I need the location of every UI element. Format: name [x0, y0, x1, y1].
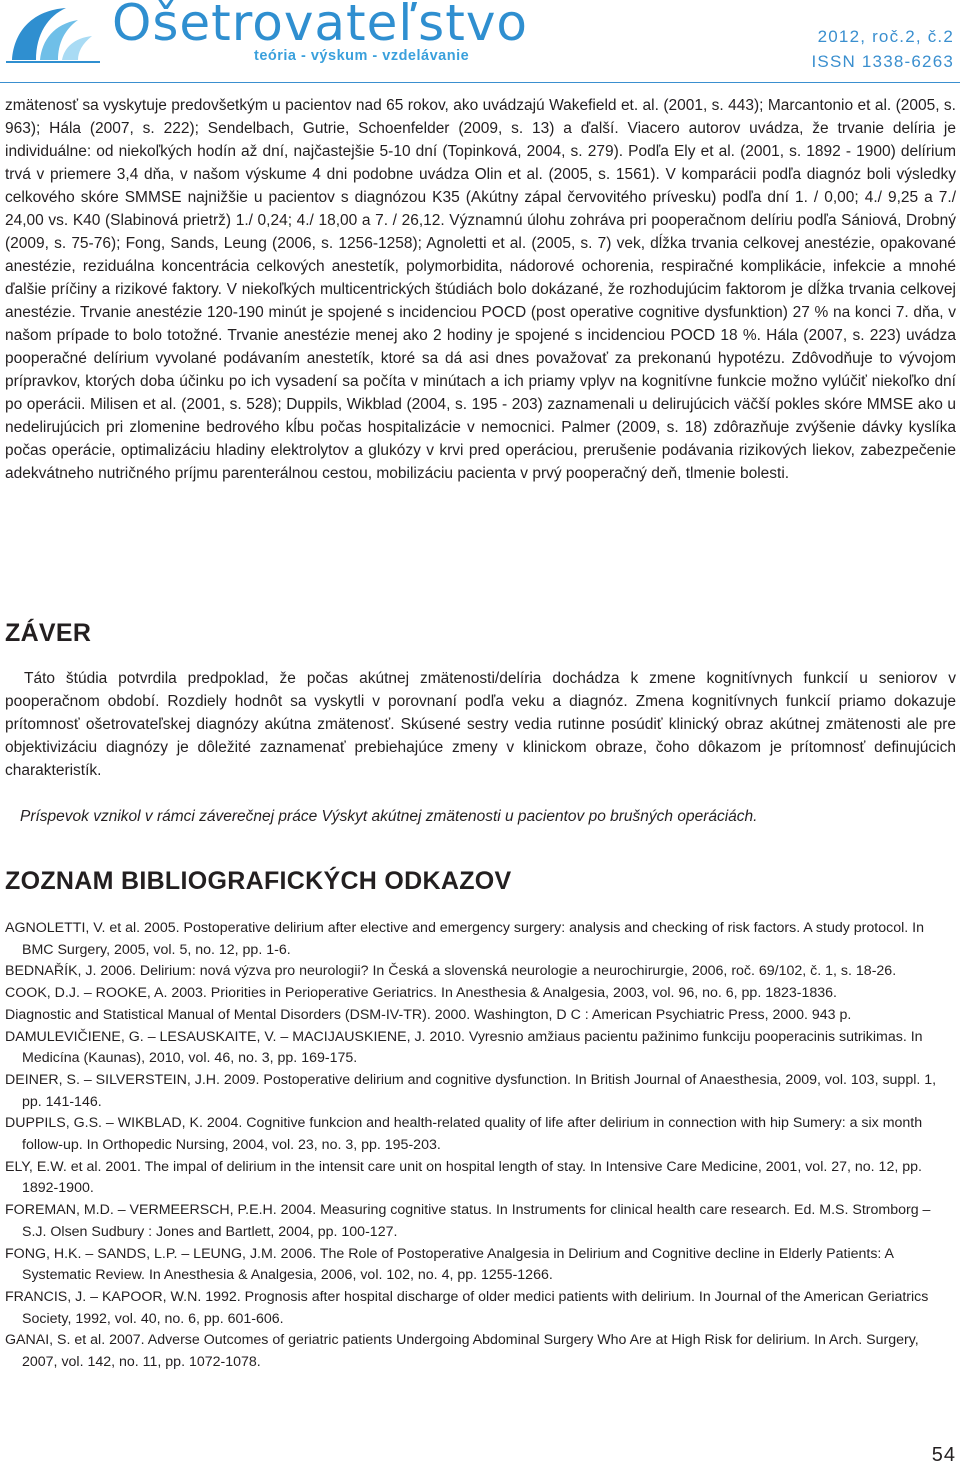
reference-item: Diagnostic and Statistical Manual of Mental Disorders (DSM-IV-TR). 2000. Washington, D C : American Psychiatric Press, 2000. 943 p. [5, 1006, 852, 1023]
reference-list [5, 918, 956, 1374]
journal-logo-icon [4, 2, 108, 68]
issue-info [812, 24, 955, 74]
journal-tagline: teória - výskum - vzdelávanie [254, 48, 470, 64]
body-paragraph: zmätenosť sa vyskytuje predovšetkým u pacientov nad 65 rokov, ako uvádzajú Wakefield et. al. (2001, s. 443); Marcantonio et al. (2005, s. 963); Hála (2007, s. 222); Sendelbach, Gutrie, Schoenfelder (2009, s. 13) a ďalší. Viacero autorov uvádza, že trvanie delíria je individuálne: od niekoľkých hodín až dní, najčastejšie 5-10 dní (Topinková, 2004, s. 279). Podľa Ely et al. (2001, s. 1892 - 1900) delírium trvá v priemere 3,4 dňa, v našom výskume 4 dni podobne uvádza Olin et al. (2005, s. 1561). V komparácii podľa diagnóz boli výsledky celkového skóre SMMSE najnižšie u pacientov s diagnózou K35 (Akútny zápal červovitého prívesku) podľa dní 1. / 0,00; 4./ 9,25 a 7./ 24,00 vs. K40 (Slabinová prietrž) 1./ 0,24; 4./ 18,00 a 7. / 26,12. Významnú úlohu zohráva pri pooperačnom delíriu podľa Sániová, Drobný (2009, s. 75-76); Fong, Sands, Leung (2006, s. 1256-1258); Agnoletti et al. (2005, s. 7) vek, dĺžka trvania celkovej anestézie, opakované anestézie, reziduálna koncentrácia celkových anestetík, polymorbidita, nádorové ochorenia, respiračné komplikácie, infekcie a mnohé ďalšie príčiny a rizikové faktory. V niekoľkých multicentrických štúdiách bolo dokázané, že rozhodujúcim faktorom je dĺžka trvania celkovej anestézie. Trvanie anestézie 120-190 minút je spojené s incidenciou POCD (post operative cognitive dysfunktion) 27 % na konci 7. dňa, v našom prípade to bolo totožné. Trvanie anestézie menej ako 2 hodiny je spojené s incidenciou POCD 18 %. Hála (2007, s. 223) uvádza pooperačné delírium vyvolané podávaním anestetík, ktoré sa dá asi dnes považovať za prekonanú hypotézu. Zdôvodňuje to vývojom prípravkov, ktorých doba účinku po ich vysadení sa počíta v minútach a ich priamy vplyv na kognitívne funkcie možno vylúčiť niekoľko dní po operácii. Milisen et al. (2001, s. 528); Duppils, Wikblad (2004, s. 195 - 203) zaznamenali u delirujúcich väčší pokles skóre MMSE ako u nedelirujúcich pri zlomenine bedrového kĺbu počas hospitalizácie v nemocnici. Palmer (2009, s. 18) zdôrazňuje zvýšenie dávky kyslíka počas operácie, optimalizáciu hladiny elektrolytov a glukózy v krvi pred operáciou, prerušenie podávania rizikových liekov, zabezpečenie adekvátneho nutričného príjmu parenterálnou cestou, mobilizáciu pacienta v prvý pooperačný deň, tlmenie bolesti. [5, 97, 956, 482]
reference-item: FONG, H.K. – SANDS, L.P. – LEUNG, J.M. 2006. The Role of Postoperative Analgesia in Delirium and Cognitive decline in Elderly Patients: A Systematic Review. In Anesthesia & Analgesia, 2006, vol. 102, no. 4, pp. 1255-1266. [5, 1245, 894, 1284]
journal-header [0, 0, 960, 78]
reference-item: AGNOLETTI, V. et al. 2005. Postoperative delirium after elective and emergency surgery: analysis and checking of risk factors. A study protocol. In BMC Surgery, 2005, vol. 5, no. 12, pp. 1-6. [5, 920, 924, 958]
page-number: 54 [931, 1444, 956, 1466]
conclusion-section [5, 667, 956, 782]
section-heading-references: ZOZNAM BIBLIOGRAFICKÝCH ODKAZOV [5, 867, 512, 895]
article-body [5, 94, 956, 485]
issn: ISSN 1338-6263 [811, 52, 954, 71]
reference-item: GANAI, S. et al. 2007. Adverse Outcomes of geriatric patients Undergoing Abdominal Surgery Who Are at High Risk for delirium. In Arch. Surgery, 2007, vol. 142, no. 11, pp. 1072-1078. [5, 1332, 919, 1371]
journal-title: Ošetrovateľstvo [112, 0, 529, 52]
header-divider [0, 82, 960, 83]
section-heading-zaver: ZÁVER [5, 619, 92, 647]
reference-item: FRANCIS, J. – KAPOOR, W.N. 1992. Prognosis after hospital discharge of older medici patients with delirium. In Journal of the American Geriatrics Society, 1992, vol. 40, no. 6, pp. 601-606. [5, 1288, 929, 1327]
reference-item: FOREMAN, M.D. – VERMEERSCH, P.E.H. 2004. Measuring cognitive status. In Instruments for clinical health care research. Ed. M.S. Stromborg – S.J. Olsen Sudbury : Jones and Bartlett, 2004, pp. 100-127. [5, 1202, 931, 1240]
reference-item: ELY, E.W. et al. 2001. The impal of delirium in the intensit care unit on hospital length of stay. In Intensive Care Medicine, 2001, vol. 27, no. 12, pp. 1892-1900. [5, 1158, 922, 1197]
reference-item: BEDNAŘÍK, J. 2006. Delirium: nová výzva pro neurologii? In Česká a slovenská neurologie a neurochirurgie, 2006, roč. 69/102, č. 1, s. 18-26. [5, 963, 897, 980]
reference-item: DUPPILS, G.S. – WIKBLAD, K. 2004. Cognitive funkcion and health-related quality of life after delirium in connection with hip Sumery: a six month follow-up. In Orthopedic Nursing, 2004, vol. 23, no. 3, pp. 195-203. [5, 1115, 923, 1154]
reference-item: COOK, D.J. – ROOKE, A. 2003. Priorities in Perioperative Geriatrics. In Anesthesia & Analgesia, 2003, vol. 96, no. 6, pp. 1823-1836. [5, 985, 837, 1002]
reference-item: DAMULEVIČIENE, G. – LESAUSKAITE, V. – MACIJAUSKIENE, J. 2010. Vyresnio amžiaus pacientu pažinimo funkciju pooperacinis sutrikimas. In Medicína (Kaunas), 2010, vol. 46, no. 3, pp. 169-175. [5, 1028, 923, 1067]
issue-volume: 2012, roč.2, č.2 [817, 27, 954, 46]
reference-item: DEINER, S. – SILVERSTEIN, J.H. 2009. Postoperative delirium and cognitive dysfunction. In British Journal of Anaesthesia, 2009, vol. 103, suppl. 1, pp. 141-146. [5, 1071, 937, 1110]
acknowledgement-note: Príspevok vznikol v rámci záverečnej práce Výskyt akútnej zmätenosti u pacientov po brušných operáciách. [20, 808, 758, 825]
conclusion-paragraph: Táto štúdia potvrdila predpoklad, že počas akútnej zmätenosti/delíria dochádza k zmene kognitívnych funkcií u seniorov v pooperačnom období. Rozdiely hodnôt sa vyskytli v porovnaní podľa veku a diagnóz. Zmena kognitívnych funkcií priamo dokazuje prítomnosť ošetrovateľskej diagnózy akútna zmätenosť. Skúsené sestry vedia rutinne posúdiť klinický obraz akútnej zmätenosti ale pre objektivizáciu diagnózy je dôležité zaznamenať prebiehajúce zmeny v klinickom obraze, čoho dôkazom je prítomnosť definujúcich charakteristík. [5, 670, 956, 779]
